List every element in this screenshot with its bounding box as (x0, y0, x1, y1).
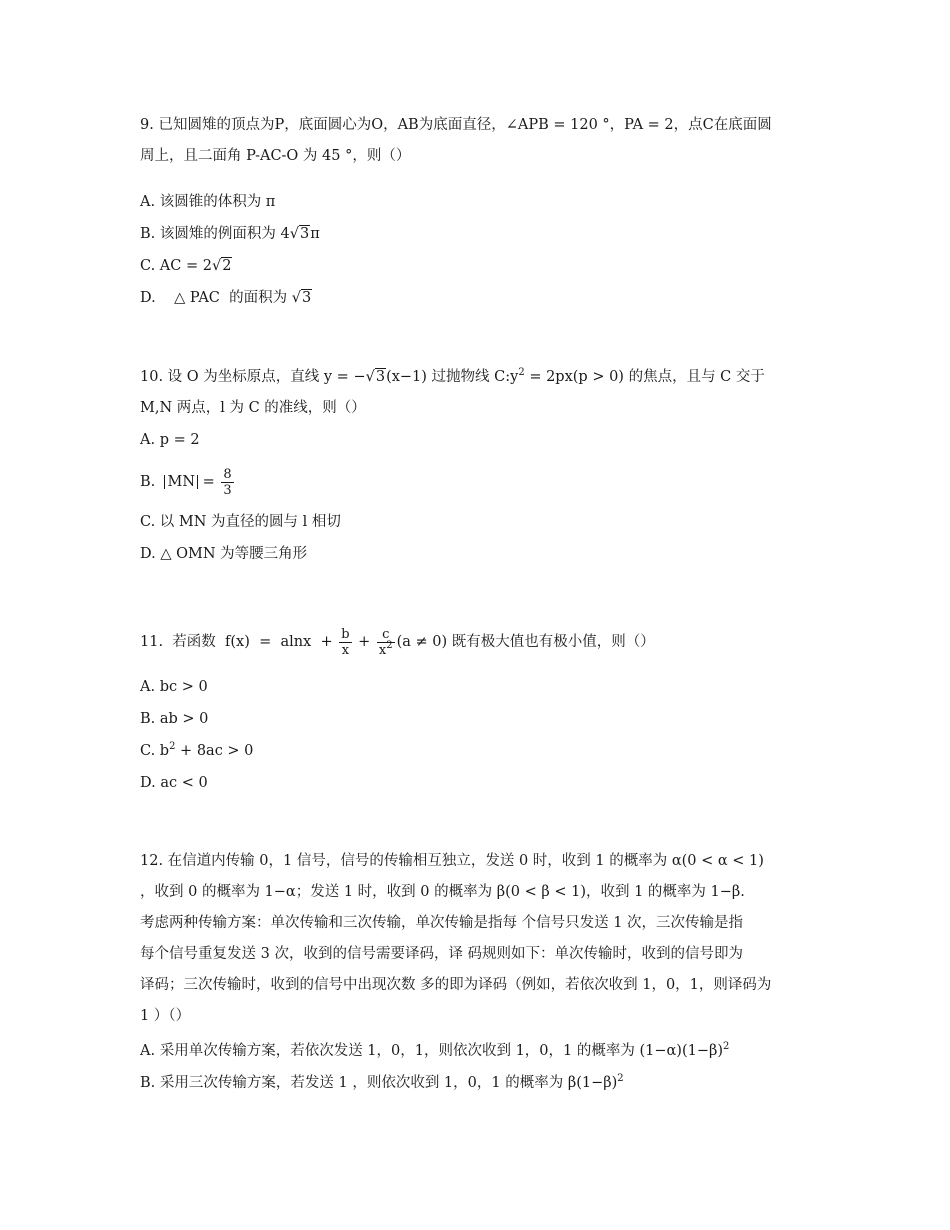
q10-option-d: D. △ OMN 为等腰三角形 (140, 546, 308, 562)
q11-option-a: A. bc > 0 (140, 679, 208, 695)
q10-stem-line2: M,N 两点，l 为 C 的准线，则（） (140, 400, 366, 416)
q12-stem-line3: 考虑两种传输方案：单次传输和三次传输，单次传输是指每 个信号只发送 1 次，三次传输是指 (140, 915, 744, 931)
q9-option-b-text: B. 该圆雉的例面积为 4 (140, 226, 290, 242)
q10-stem-text-a: 10. 设 O 为坐标原点，直线 y = − (140, 369, 366, 385)
q9-option-c (140, 256, 820, 276)
fraction-b-over-x (339, 627, 351, 658)
superscript: 2 (169, 741, 176, 752)
q11-option-c-text-b: + 8ac > 0 (175, 743, 254, 759)
radicand: 3 (299, 226, 310, 242)
q11-stem-text-b: (a ≠ 0) 既有极大值也有极小值，则（） (396, 634, 655, 650)
q10-stem-text-c: = 2px(p > 0) 的焦点，且与 C 交于 (524, 369, 765, 385)
superscript: 2 (386, 639, 393, 651)
q9-option-b (140, 224, 820, 244)
q11-option-c (140, 741, 820, 761)
q9-option-d-text: D. △ PAC 的面积为 (140, 290, 292, 306)
q9-option-d (140, 288, 820, 308)
q12-stem-line2: ，收到 0 的概率为 1−α；发送 1 时，收到 0 的概率为 β(0 < β < 1)，收到 1 的概率为 1−β. (140, 884, 745, 900)
sqrt-symbol: √2 (211, 258, 232, 274)
q12-option-a-text: A. 采用单次传输方案，若依次发送 1，0，1，则依次收到 1，0，1 的概率为 (1−α)(1−β) (140, 1043, 724, 1059)
fraction-c-over-x2 (377, 627, 395, 658)
abs-mn: MN (164, 475, 198, 489)
q12-stem-line6: 1 ）（） (140, 1008, 191, 1024)
q12-option-a (140, 1041, 820, 1061)
q9-option-a: A. 该圆锥的体积为 π (140, 194, 276, 210)
q10-option-c: C. 以 MN 为直径的圆与 l 相切 (140, 514, 341, 530)
sqrt-symbol: √3 (291, 290, 312, 306)
superscript: 2 (617, 1073, 624, 1084)
superscript: 2 (723, 1041, 730, 1052)
radicand: 3 (301, 290, 312, 306)
equals-sign: = (198, 474, 220, 490)
sqrt-symbol: √3 (365, 369, 386, 385)
q11-stem-text-a: 11. 若函数 f(x) = alnx + (140, 634, 338, 650)
q9-option-c-text: C. AC = 2 (140, 258, 212, 274)
denominator: x (341, 642, 350, 658)
q9-option-b-pi: π (310, 226, 320, 242)
denominator: 3 (223, 482, 232, 498)
sqrt-symbol: √3 (289, 226, 310, 242)
superscript: 2 (518, 367, 525, 378)
fraction (221, 467, 233, 498)
numerator: c (377, 627, 395, 643)
q12-option-b-text: B. 采用三次传输方案，若发送 1 ，则依次收到 1，0，1 的概率为 β(1−β) (140, 1075, 618, 1091)
radicand: 3 (375, 369, 386, 385)
q10-option-a: A. p = 2 (140, 432, 200, 448)
q11-option-c-text-a: C. b (140, 743, 170, 759)
q9-stem-line2: 周上，且二面角 P-AC-O 为 45 °，则（） (140, 148, 411, 164)
q10-option-b (140, 464, 820, 500)
q10-option-b-label: B. (140, 474, 165, 490)
q12-option-b (140, 1073, 820, 1093)
q10-stem-text-b: (x−1) 过抛物线 C:y (386, 369, 519, 385)
q9-stem-line1: 9. 已知圆雉的顶点为P，底面圆心为O，AB为底面直径，∠APB = 120 °，PA = 2，点C在底面圆 (140, 117, 772, 133)
q12-stem-line1: 12. 在信道内传输 0，1 信号，信号的传输相互独立，发送 0 时，收到 1 的概率为 α(0 < α < 1) (140, 853, 764, 869)
denominator (377, 639, 395, 658)
q11-stem (140, 622, 820, 662)
numerator: b (341, 626, 350, 642)
numerator: 8 (223, 466, 232, 482)
plus-sign: + (353, 634, 375, 650)
q12-stem-line4: 每个信号重复发送 3 次，收到的信号需要译码，译 码规则如下：单次传输时，收到的信号即为 (140, 946, 744, 962)
q12-stem-line5: 译码；三次传输时，收到的信号中出现次数 多的即为译码（例如，若依次收到 1，0，1，则译码为 (140, 977, 772, 993)
q11-option-b: B. ab > 0 (140, 711, 209, 727)
q10-stem-line1 (140, 367, 820, 387)
q11-option-d: D. ac < 0 (140, 775, 208, 791)
denominator-base: x (378, 642, 387, 658)
radicand: 2 (222, 258, 232, 274)
